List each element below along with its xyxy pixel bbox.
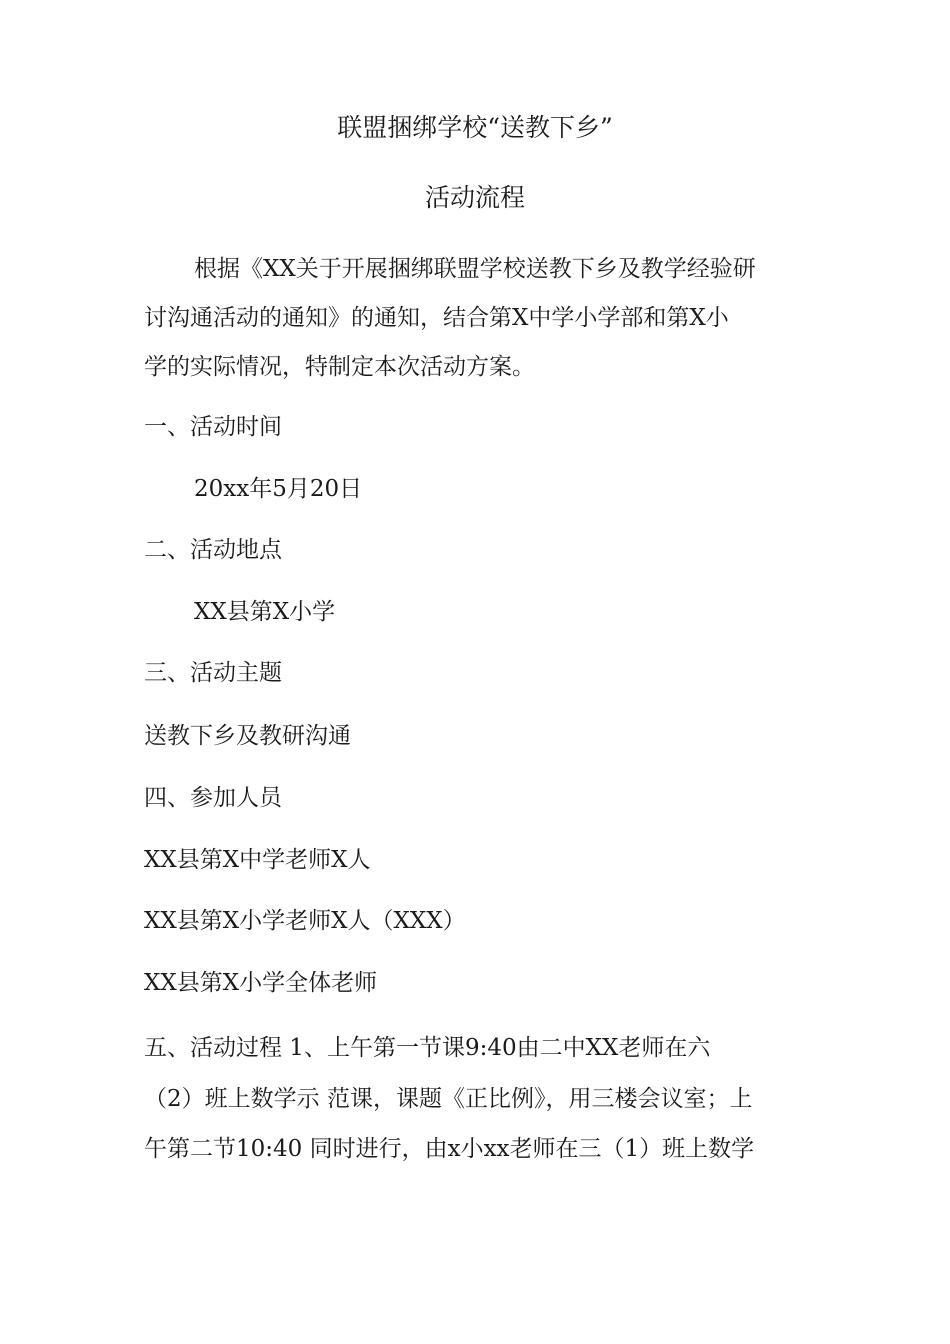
process-paragraph-line: （2）班上数学示 范课，课题《正比例》，用三楼会议室；上 bbox=[144, 1086, 753, 1112]
people-list-item: XX县第X小学全体老师 bbox=[144, 970, 378, 996]
intro-paragraph-line: 根据《XX关于开展捆绑联盟学校送教下乡及教学经验研 bbox=[194, 256, 756, 282]
people-list-item: XX县第X小学老师X人（XXX） bbox=[144, 908, 466, 934]
intro-paragraph-line: 学的实际情况，特制定本次活动方案。 bbox=[144, 354, 535, 380]
process-paragraph-line: 五、活动过程 1、上午第一节课9:40由二中XX老师在六 bbox=[144, 1035, 711, 1061]
section-heading-place: 二、活动地点 bbox=[144, 537, 282, 563]
section-value-theme: 送教下乡及教研沟通 bbox=[144, 723, 351, 749]
section-heading-people: 四、参加人员 bbox=[144, 785, 282, 811]
section-value-time: 20xx年5月20日 bbox=[194, 476, 363, 502]
section-heading-time: 一、活动时间 bbox=[144, 414, 282, 440]
section-value-place: XX县第X小学 bbox=[194, 599, 336, 625]
document-subtitle: 活动流程 bbox=[424, 183, 525, 212]
people-list-item: XX县第X中学老师X人 bbox=[144, 847, 371, 873]
section-heading-theme: 三、活动主题 bbox=[144, 660, 282, 686]
document-title: 联盟捆绑学校“送教下乡” bbox=[337, 113, 613, 142]
intro-paragraph-line: 讨沟通活动的通知》的通知，结合第X中学小学部和第X小 bbox=[144, 305, 729, 331]
process-paragraph-line: 午第二节10:40 同时进行，由x小xx老师在三（1）班上数学 bbox=[144, 1136, 755, 1162]
